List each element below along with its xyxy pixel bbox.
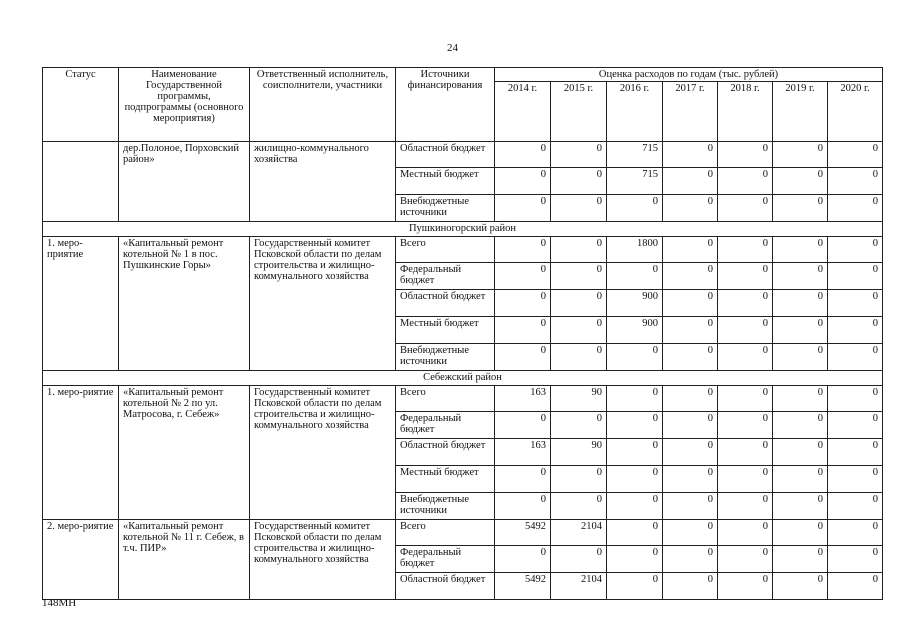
value-cell: 0 bbox=[607, 466, 663, 493]
section-title: Себежский район bbox=[43, 371, 883, 386]
value-cell: 0 bbox=[828, 493, 883, 520]
value-cell: 0 bbox=[607, 439, 663, 466]
value-cell: 0 bbox=[773, 168, 828, 195]
value-cell: 0 bbox=[663, 142, 718, 168]
value-cell: 0 bbox=[663, 573, 718, 600]
value-cell: 0 bbox=[773, 520, 828, 546]
value-cell: 0 bbox=[551, 466, 607, 493]
value-cell: 0 bbox=[663, 520, 718, 546]
value-cell: 5492 bbox=[495, 520, 551, 546]
value-cell: 0 bbox=[718, 237, 773, 263]
value-cell: 0 bbox=[718, 142, 773, 168]
header-program-name: Наименование Государственной программы, подпрограммы (основного мероприятия) bbox=[119, 68, 250, 142]
value-cell: 0 bbox=[718, 466, 773, 493]
value-cell: 0 bbox=[773, 439, 828, 466]
value-cell: 0 bbox=[551, 142, 607, 168]
value-cell: 0 bbox=[773, 195, 828, 222]
value-cell: 0 bbox=[773, 237, 828, 263]
value-cell: 0 bbox=[828, 168, 883, 195]
value-cell: 0 bbox=[607, 546, 663, 573]
value-cell: 0 bbox=[718, 317, 773, 344]
header-executor: Ответственный исполнитель, соисполнители, участники bbox=[250, 68, 396, 142]
program-name-cell: «Капитальный ремонт котельной № 1 в пос. Пушкинские Горы» bbox=[119, 237, 250, 371]
value-cell: 0 bbox=[607, 520, 663, 546]
value-cell: 0 bbox=[828, 344, 883, 371]
header-status: Статус bbox=[43, 68, 119, 142]
section-title: Пушкиногорский район bbox=[43, 222, 883, 237]
header-year: 2016 г. bbox=[607, 82, 663, 142]
value-cell: 0 bbox=[828, 466, 883, 493]
table-row bbox=[43, 520, 883, 546]
value-cell: 0 bbox=[773, 573, 828, 600]
source-cell: Федеральный бюджет bbox=[396, 546, 495, 573]
value-cell: 0 bbox=[773, 263, 828, 290]
value-cell: 0 bbox=[495, 195, 551, 222]
value-cell: 0 bbox=[828, 412, 883, 439]
value-cell: 0 bbox=[551, 546, 607, 573]
value-cell: 0 bbox=[718, 386, 773, 412]
value-cell: 0 bbox=[718, 168, 773, 195]
program-name-cell: дер.Полоное, Порховский район» bbox=[119, 142, 250, 222]
value-cell: 0 bbox=[551, 412, 607, 439]
value-cell: 0 bbox=[495, 412, 551, 439]
value-cell: 0 bbox=[663, 546, 718, 573]
value-cell: 0 bbox=[495, 317, 551, 344]
budget-table bbox=[42, 67, 883, 600]
value-cell: 0 bbox=[718, 520, 773, 546]
value-cell: 163 bbox=[495, 439, 551, 466]
value-cell: 0 bbox=[828, 317, 883, 344]
value-cell: 0 bbox=[828, 520, 883, 546]
value-cell: 0 bbox=[663, 493, 718, 520]
status-cell: 1. меро-риятие bbox=[43, 386, 119, 520]
table-row bbox=[43, 142, 883, 168]
value-cell: 0 bbox=[495, 546, 551, 573]
program-name-cell: «Капитальный ремонт котельной № 2 по ул. Матросова, г. Себеж» bbox=[119, 386, 250, 520]
source-cell: Внебюджетные источники bbox=[396, 344, 495, 371]
value-cell: 0 bbox=[495, 493, 551, 520]
value-cell: 0 bbox=[495, 263, 551, 290]
value-cell: 0 bbox=[551, 344, 607, 371]
value-cell: 0 bbox=[551, 237, 607, 263]
source-cell: Местный бюджет bbox=[396, 168, 495, 195]
status-cell bbox=[43, 142, 119, 222]
value-cell: 900 bbox=[607, 317, 663, 344]
status-cell: 2. меро-риятие bbox=[43, 520, 119, 600]
value-cell: 0 bbox=[773, 344, 828, 371]
value-cell: 1800 bbox=[607, 237, 663, 263]
section-row bbox=[43, 222, 883, 237]
value-cell: 0 bbox=[551, 493, 607, 520]
value-cell: 0 bbox=[718, 546, 773, 573]
value-cell: 0 bbox=[663, 290, 718, 317]
value-cell: 90 bbox=[551, 386, 607, 412]
value-cell: 0 bbox=[663, 412, 718, 439]
page-number: 24 bbox=[447, 42, 458, 54]
value-cell: 0 bbox=[718, 195, 773, 222]
value-cell: 0 bbox=[773, 142, 828, 168]
value-cell: 0 bbox=[607, 573, 663, 600]
value-cell: 0 bbox=[607, 493, 663, 520]
value-cell: 0 bbox=[663, 195, 718, 222]
source-cell: Областной бюджет bbox=[396, 142, 495, 168]
source-cell: Областной бюджет bbox=[396, 439, 495, 466]
value-cell: 0 bbox=[718, 439, 773, 466]
executor-cell: жилищно-коммунального хозяйства bbox=[250, 142, 396, 222]
value-cell: 0 bbox=[718, 344, 773, 371]
value-cell: 0 bbox=[828, 386, 883, 412]
value-cell: 0 bbox=[773, 546, 828, 573]
value-cell: 0 bbox=[495, 344, 551, 371]
value-cell: 0 bbox=[495, 142, 551, 168]
value-cell: 0 bbox=[663, 237, 718, 263]
header-year: 2015 г. bbox=[551, 82, 607, 142]
value-cell: 0 bbox=[773, 412, 828, 439]
table-row bbox=[43, 386, 883, 412]
header-year: 2017 г. bbox=[663, 82, 718, 142]
value-cell: 0 bbox=[663, 344, 718, 371]
value-cell: 0 bbox=[773, 290, 828, 317]
value-cell: 0 bbox=[607, 344, 663, 371]
source-cell: Местный бюджет bbox=[396, 466, 495, 493]
header-sources: Источники финансирования bbox=[396, 68, 495, 142]
value-cell: 0 bbox=[718, 573, 773, 600]
source-cell: Местный бюджет bbox=[396, 317, 495, 344]
header-expenses: Оценка расходов по годам (тыс. рублей) bbox=[495, 68, 883, 82]
source-cell: Областной бюджет bbox=[396, 573, 495, 600]
value-cell: 900 bbox=[607, 290, 663, 317]
value-cell: 0 bbox=[718, 290, 773, 317]
source-cell: Федеральный бюджет bbox=[396, 412, 495, 439]
value-cell: 0 bbox=[551, 317, 607, 344]
header-year: 2020 г. bbox=[828, 82, 883, 142]
value-cell: 0 bbox=[828, 237, 883, 263]
value-cell: 90 bbox=[551, 439, 607, 466]
source-cell: Внебюджетные источники bbox=[396, 493, 495, 520]
section-row bbox=[43, 371, 883, 386]
value-cell: 0 bbox=[607, 263, 663, 290]
source-cell: Внебюджетные источники bbox=[396, 195, 495, 222]
value-cell: 0 bbox=[551, 195, 607, 222]
value-cell: 0 bbox=[718, 412, 773, 439]
header-year: 2014 г. bbox=[495, 82, 551, 142]
value-cell: 0 bbox=[607, 412, 663, 439]
value-cell: 715 bbox=[607, 142, 663, 168]
value-cell: 163 bbox=[495, 386, 551, 412]
executor-cell: Государственный комитет Псковской области по делам строительства и жилищно-коммунального хозяйства bbox=[250, 386, 396, 520]
value-cell: 0 bbox=[495, 290, 551, 317]
value-cell: 0 bbox=[551, 263, 607, 290]
value-cell: 0 bbox=[663, 263, 718, 290]
table-row bbox=[43, 237, 883, 263]
document-code: 148МН bbox=[42, 597, 77, 609]
value-cell: 0 bbox=[773, 493, 828, 520]
value-cell: 0 bbox=[551, 290, 607, 317]
program-name-cell: «Капитальный ремонт котельной № 11 г. Себеж, в т.ч. ПИР» bbox=[119, 520, 250, 600]
value-cell: 0 bbox=[828, 290, 883, 317]
value-cell: 0 bbox=[828, 142, 883, 168]
value-cell: 0 bbox=[718, 263, 773, 290]
value-cell: 0 bbox=[663, 439, 718, 466]
source-cell: Всего bbox=[396, 237, 495, 263]
value-cell: 0 bbox=[663, 317, 718, 344]
value-cell: 0 bbox=[828, 263, 883, 290]
value-cell: 0 bbox=[663, 466, 718, 493]
value-cell: 0 bbox=[495, 237, 551, 263]
value-cell: 0 bbox=[828, 439, 883, 466]
header-year: 2019 г. bbox=[773, 82, 828, 142]
header-year: 2018 г. bbox=[718, 82, 773, 142]
value-cell: 0 bbox=[828, 573, 883, 600]
source-cell: Областной бюджет bbox=[396, 290, 495, 317]
value-cell: 0 bbox=[663, 386, 718, 412]
value-cell: 0 bbox=[607, 386, 663, 412]
value-cell: 2104 bbox=[551, 520, 607, 546]
source-cell: Всего bbox=[396, 386, 495, 412]
value-cell: 0 bbox=[607, 195, 663, 222]
value-cell: 0 bbox=[828, 546, 883, 573]
value-cell: 715 bbox=[607, 168, 663, 195]
executor-cell: Государственный комитет Псковской области по делам строительства и жилищно-коммунального хозяйства bbox=[250, 520, 396, 600]
value-cell: 0 bbox=[663, 168, 718, 195]
value-cell: 0 bbox=[718, 493, 773, 520]
value-cell: 2104 bbox=[551, 573, 607, 600]
value-cell: 0 bbox=[495, 466, 551, 493]
value-cell: 0 bbox=[773, 317, 828, 344]
value-cell: 0 bbox=[828, 195, 883, 222]
executor-cell: Государственный комитет Псковской области по делам строительства и жилищно-коммунального хозяйства bbox=[250, 237, 396, 371]
value-cell: 0 bbox=[495, 168, 551, 195]
value-cell: 5492 bbox=[495, 573, 551, 600]
source-cell: Федеральный бюджет bbox=[396, 263, 495, 290]
value-cell: 0 bbox=[773, 466, 828, 493]
value-cell: 0 bbox=[551, 168, 607, 195]
value-cell: 0 bbox=[773, 386, 828, 412]
status-cell: 1. меро-приятие bbox=[43, 237, 119, 371]
source-cell: Всего bbox=[396, 520, 495, 546]
